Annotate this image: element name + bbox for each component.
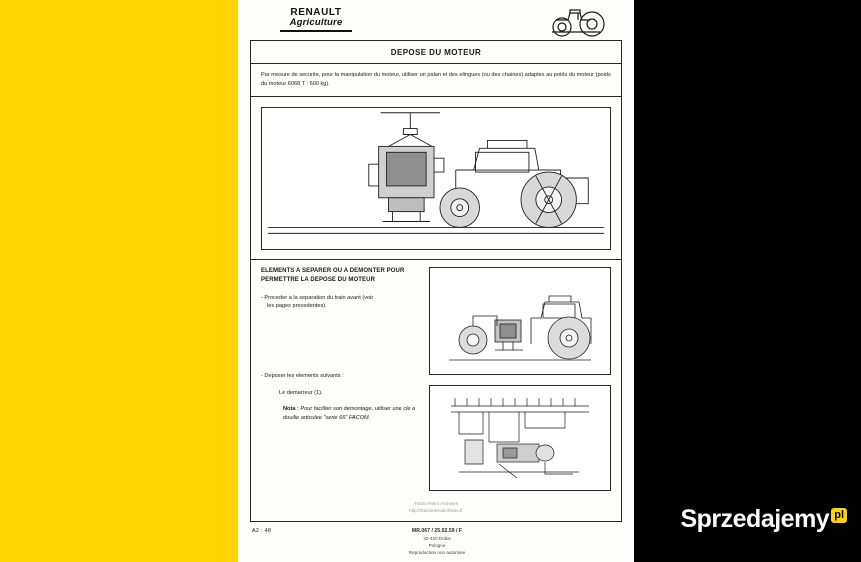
archive-watermark xyxy=(251,501,621,515)
brand-name-line2: Agriculture xyxy=(289,17,343,28)
right-black-pane xyxy=(634,0,861,562)
page-footer xyxy=(250,528,622,556)
text-column xyxy=(261,267,421,491)
bullet-1-main: - Proceder a la separation du train avant (voir xyxy=(261,294,374,301)
bullet-item-1 xyxy=(261,294,421,311)
document-header xyxy=(250,6,622,40)
sprzedajemy-watermark xyxy=(680,505,847,534)
tractor-icon xyxy=(542,6,614,38)
sprzedajemy-text: Sprzedajemy xyxy=(680,505,830,533)
two-column-section xyxy=(251,260,621,491)
illustration-tractor-split xyxy=(429,267,611,375)
left-yellow-band xyxy=(0,0,238,562)
bullet-1-cont: les pages precedentes). xyxy=(267,303,327,310)
footer-publisher-info xyxy=(322,528,552,556)
content-frame xyxy=(250,40,622,522)
intro-paragraph: Par mesure de securite, pour la manipulation du moteur, utiliser un palan et des elingues (ou des chaines) adaptes au poids du moteur (poids du moteur 6068 T : 600 kg). xyxy=(261,72,611,87)
bullet-2-main: - Deposer les elements suivants : xyxy=(261,373,344,380)
sub-item xyxy=(261,389,421,397)
page-folio: A2 : 48 xyxy=(252,528,272,534)
nota-block xyxy=(261,405,421,422)
illustration-engine-removal xyxy=(261,107,611,250)
sprzedajemy-tld: pl xyxy=(831,508,847,523)
footer-line-1: 32-420 Dobis xyxy=(423,535,451,541)
sub-item-text: Le demarreur (1). xyxy=(279,389,323,396)
watermark-line2: http://tractoretroarchives.fr xyxy=(409,508,463,514)
renault-agriculture-logo xyxy=(280,8,352,32)
nota-label: Nota : xyxy=(283,406,299,413)
brand-name-line1: RENAULT xyxy=(290,7,342,18)
watermark-line1: Tracto Retro Archives xyxy=(414,501,458,507)
illustration-starter-detail xyxy=(429,385,611,491)
footer-line-3: Reproduction non autorisee xyxy=(408,549,466,555)
section-title-box xyxy=(251,41,621,64)
bullet-item-2 xyxy=(261,372,421,380)
nota-text: Pour faciliter son demontage, utiliser une cle a douille articulee "serie 66" FACOM. xyxy=(283,406,416,421)
footer-line-2: Pologne xyxy=(428,542,446,548)
footer-reference: MR.067 / 25.02.59 / F xyxy=(411,528,463,534)
illustration-column xyxy=(429,267,611,491)
document-page xyxy=(238,0,634,562)
intro-paragraph-box xyxy=(251,64,621,97)
page-title: DEPOSE DU MOTEUR xyxy=(390,47,482,57)
brand-underline xyxy=(280,30,352,32)
section-heading: ELEMENTS A SEPARER OU A DEMONTER POUR PERMETTRE LA DEPOSE DU MOTEUR xyxy=(261,268,405,283)
